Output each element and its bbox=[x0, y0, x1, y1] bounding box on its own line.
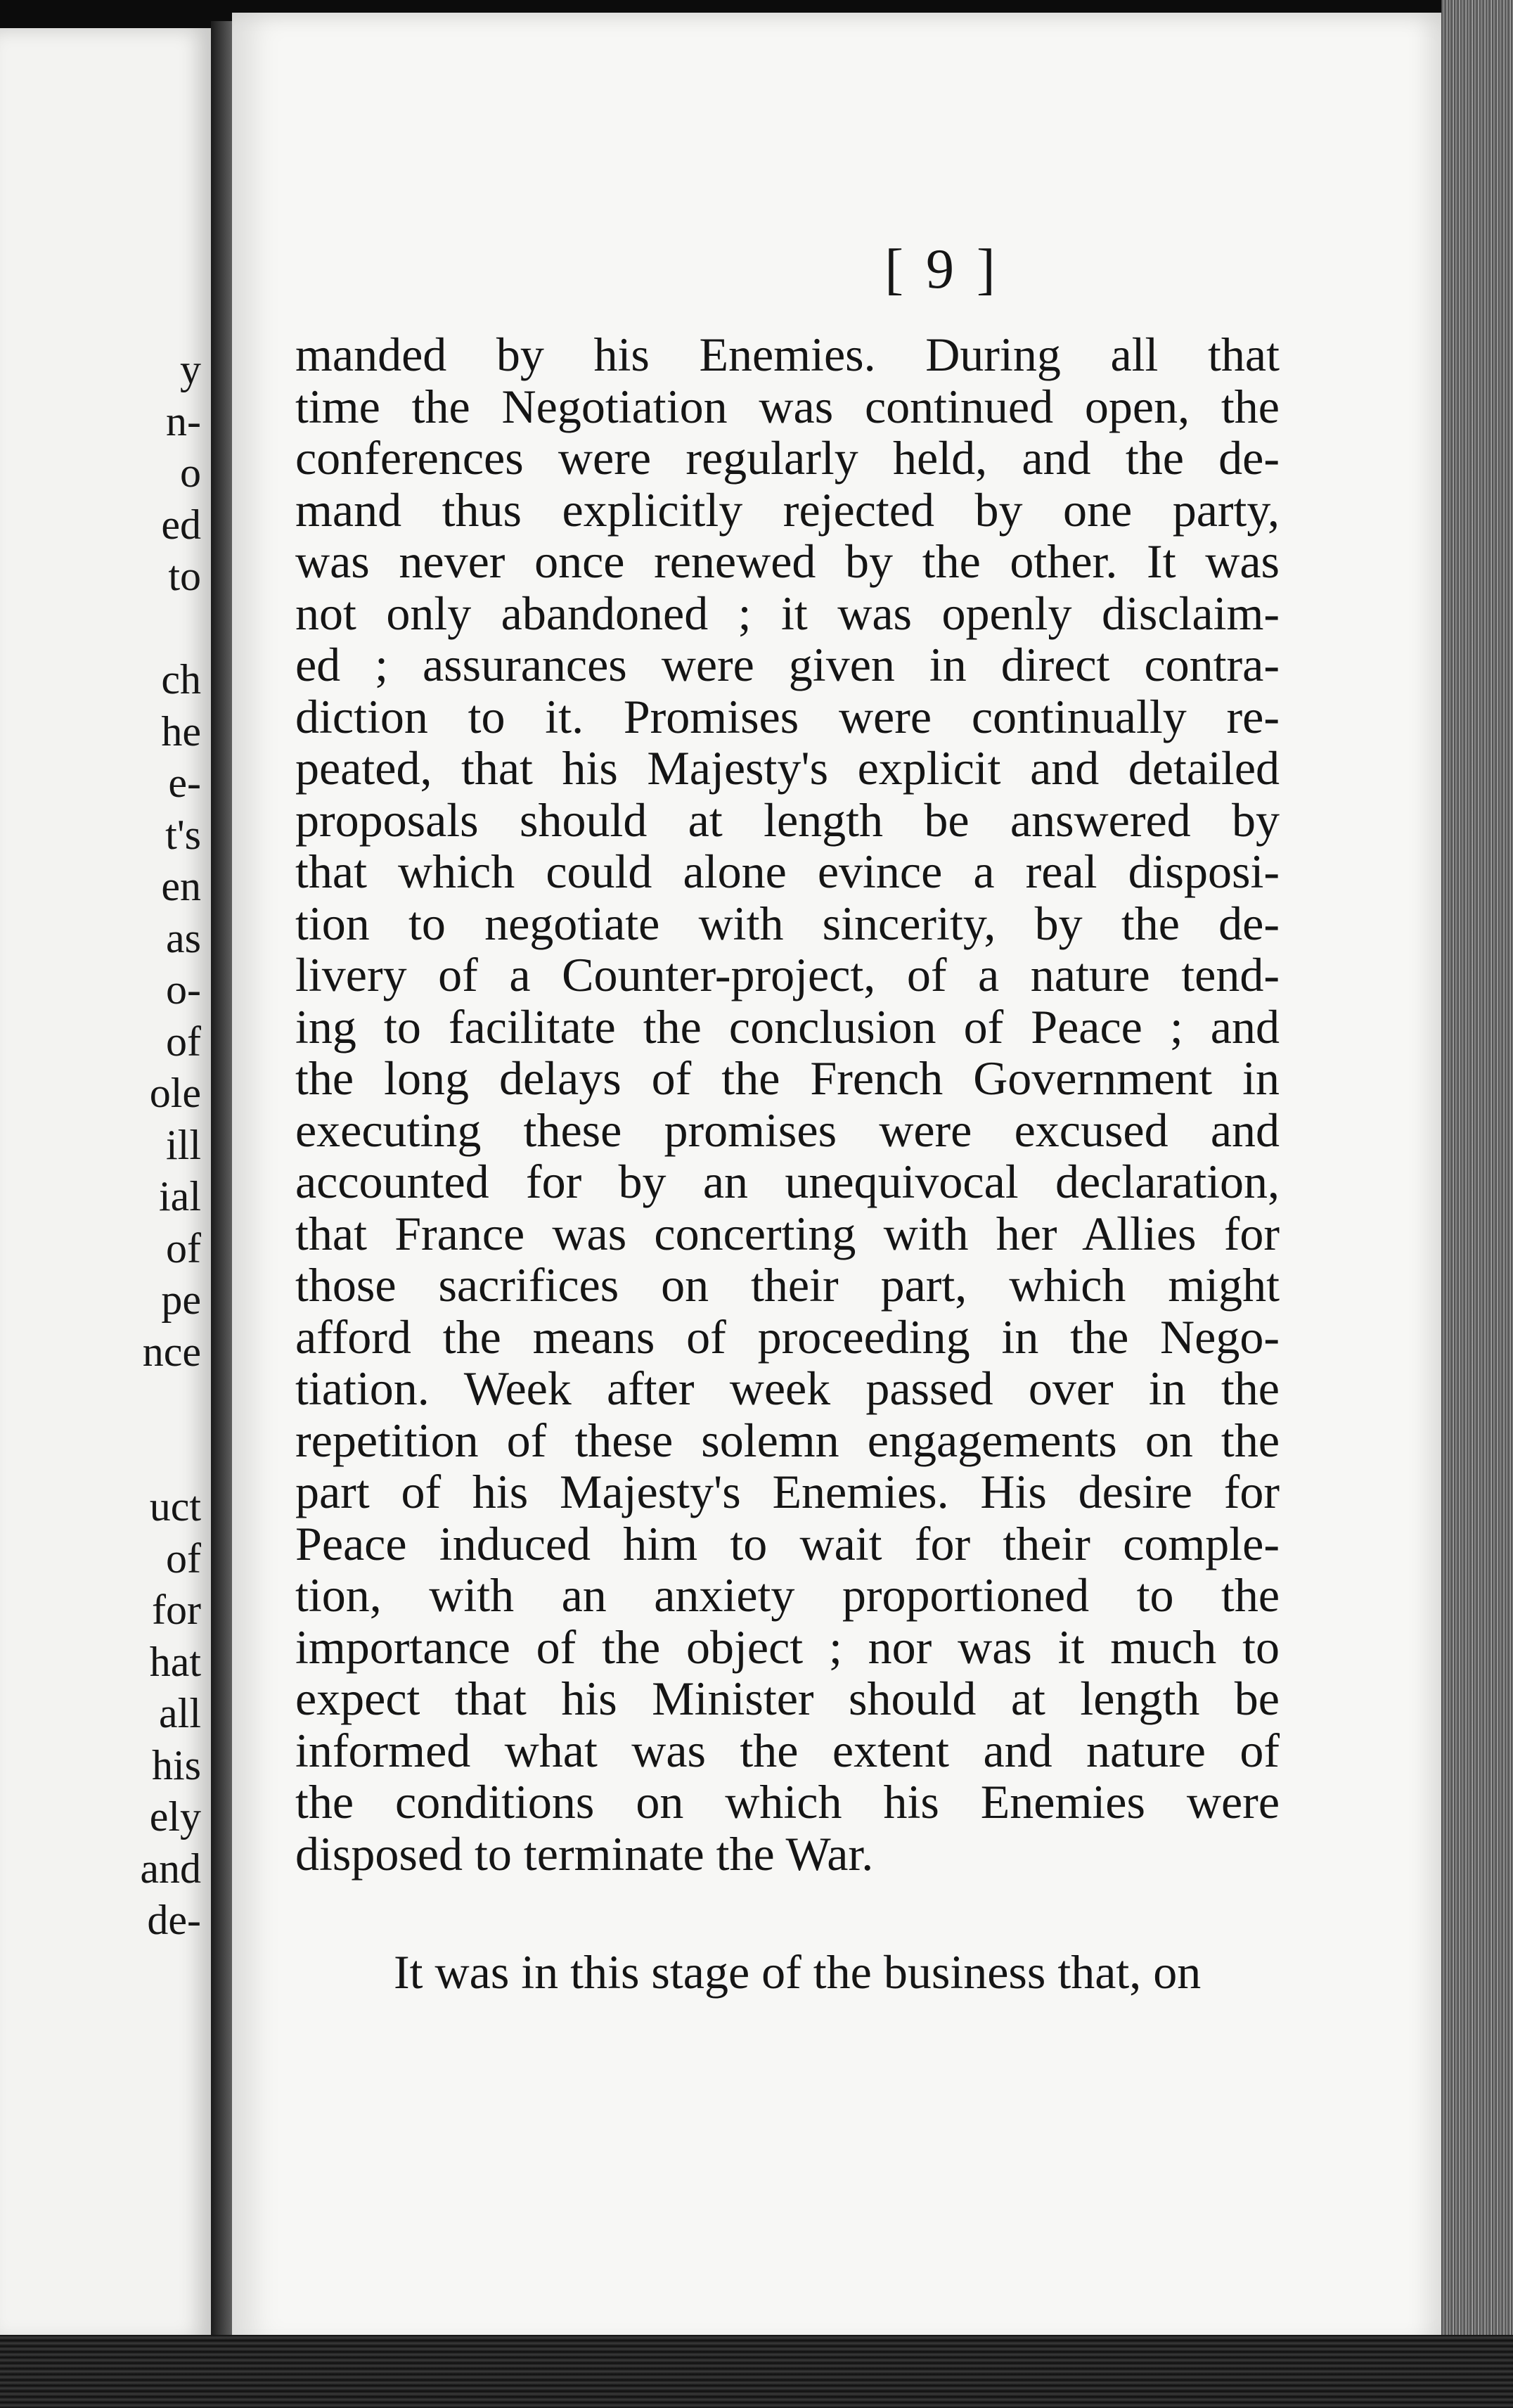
previous-page-line-ending: of bbox=[166, 1224, 201, 1272]
text-line: tiation. Week after week passed over in the bbox=[295, 1362, 1280, 1415]
previous-page-line-ending: pe bbox=[161, 1276, 201, 1323]
previous-page-line-ending: ely bbox=[149, 1793, 201, 1840]
previous-page-line-ending: n- bbox=[166, 397, 201, 444]
text-line: diction to it. Promises were continually re- bbox=[295, 689, 1280, 743]
text-line: livery of a Counter-project, of a nature tend- bbox=[295, 948, 1280, 1001]
previous-page-line-ending: he bbox=[161, 707, 201, 755]
text-line: ing to facilitate the conclusion of Peace ; and bbox=[295, 999, 1280, 1054]
text-line: ed ; assurances were given in direct contra- bbox=[295, 638, 1280, 691]
previous-page-line-ending: ill bbox=[165, 1121, 201, 1168]
previous-page-line-ending: uct bbox=[149, 1483, 201, 1530]
text-line: was never once renewed by the other. It was bbox=[295, 534, 1280, 588]
previous-page-line-ending: of bbox=[166, 1535, 201, 1582]
previous-page-line-ending: for bbox=[152, 1587, 201, 1633]
previous-page-line-ending: en bbox=[161, 863, 201, 909]
previous-page-line-ending: de- bbox=[147, 1897, 201, 1943]
text-line: It was in this stage of the business that, on bbox=[394, 1945, 1202, 1999]
text-line: importance of the object ; nor was it much to bbox=[295, 1620, 1280, 1674]
previous-page-line-ending: and bbox=[140, 1845, 201, 1892]
text-line: the long delays of the French Government in bbox=[295, 1051, 1280, 1105]
text-line: part of his Majesty's Enemies. His desire for bbox=[295, 1465, 1280, 1518]
previous-page-line-ending: e- bbox=[168, 760, 201, 806]
text-line: the conditions on which his Enemies were bbox=[295, 1775, 1280, 1829]
previous-page-line-ending: t's bbox=[165, 811, 201, 858]
previous-page-line-ending: to bbox=[168, 553, 201, 599]
text-line: expect that his Minister should at length be bbox=[295, 1672, 1280, 1725]
previous-page-line-ending: o- bbox=[166, 966, 201, 1013]
book-page bbox=[232, 13, 1441, 2348]
text-line: Peace induced him to wait for their comple- bbox=[295, 1516, 1280, 1570]
text-line: not only abandoned ; it was openly disclaim- bbox=[295, 586, 1280, 640]
text-line: repetition of these solemn engagements on the bbox=[295, 1413, 1280, 1467]
page-number: [ 9 ] bbox=[884, 238, 1000, 300]
text-line: that France was concerting with her Allies for bbox=[295, 1206, 1280, 1260]
previous-page-line-ending: as bbox=[166, 914, 201, 961]
text-line: afford the means of proceeding in the Nego- bbox=[295, 1309, 1280, 1364]
previous-page-line-ending: ed bbox=[161, 501, 201, 548]
text-line: executing these promises were excused and bbox=[295, 1103, 1280, 1157]
text-line: conferences were regularly held, and the de- bbox=[295, 431, 1280, 485]
text-line: those sacrifices on their part, which might bbox=[295, 1258, 1280, 1312]
text-line: tion to negotiate with sincerity, by the de- bbox=[295, 896, 1280, 950]
page-edges-bottom bbox=[0, 2335, 1513, 2408]
previous-page-line-ending: of bbox=[166, 1018, 201, 1065]
paragraph-1 bbox=[295, 329, 1280, 1880]
previous-page-line-ending: his bbox=[151, 1741, 201, 1788]
text-line: peated, that his Majesty's explicit and detailed bbox=[295, 741, 1280, 795]
text-line: manded by his Enemies. During all that bbox=[295, 328, 1280, 381]
text-line: accounted for by an unequivocal declaration, bbox=[295, 1155, 1280, 1208]
previous-page-line-ending: ole bbox=[149, 1070, 201, 1116]
text-line: disposed to terminate the War. bbox=[295, 1826, 874, 1881]
previous-page-line-ending: ial bbox=[159, 1173, 201, 1219]
previous-page-line-ending: nce bbox=[142, 1328, 201, 1375]
text-line: informed what was the extent and nature of bbox=[295, 1723, 1280, 1777]
previous-page-fragment bbox=[0, 28, 215, 2342]
previous-page-line-ending: all bbox=[159, 1690, 201, 1736]
page-edges-right bbox=[1441, 0, 1513, 2408]
text-line: time the Negotiation was continued open, the bbox=[295, 379, 1280, 433]
paragraph-2 bbox=[394, 1947, 1280, 1999]
previous-page-line-ending: y bbox=[180, 346, 201, 392]
previous-page-line-endings bbox=[0, 28, 211, 2342]
text-line: proposals should at length be answered by bbox=[295, 793, 1280, 847]
text-line: that which could alone evince a real disposi- bbox=[295, 845, 1280, 898]
text-line: tion, with an anxiety proportioned to the bbox=[295, 1568, 1280, 1622]
previous-page-line-ending: o bbox=[180, 449, 201, 496]
previous-page-line-ending: ch bbox=[161, 656, 201, 703]
previous-page-line-ending: hat bbox=[149, 1638, 201, 1685]
text-line: mand thus explicitly rejected by one party, bbox=[295, 482, 1280, 537]
